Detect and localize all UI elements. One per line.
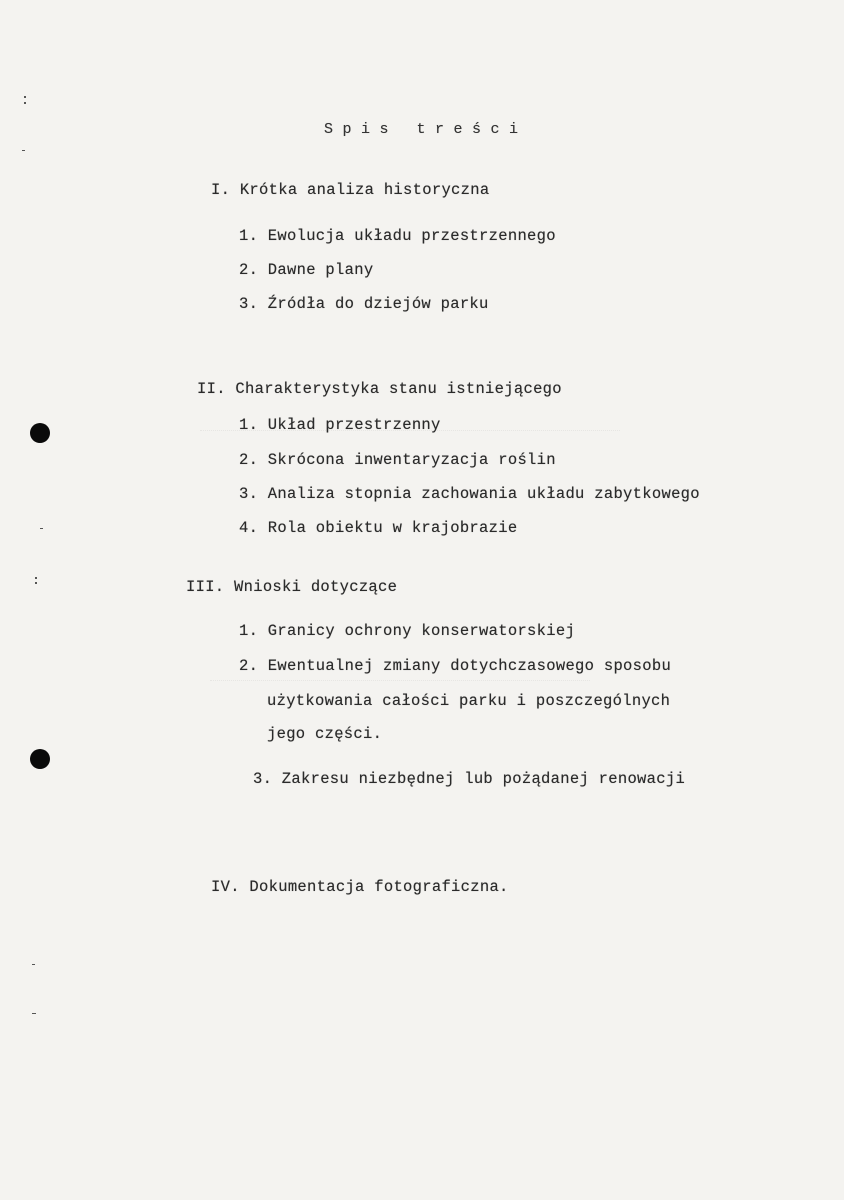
section-numeral: I. xyxy=(211,181,231,199)
section-heading-4 xyxy=(211,878,509,896)
list-item: 4. Rola obiektu w krajobrazie xyxy=(239,519,518,537)
margin-speck xyxy=(24,102,26,104)
list-item: 3. Źródła do dziejów parku xyxy=(239,295,489,313)
list-item: 1. Granicy ochrony konserwatorskiej xyxy=(239,622,576,640)
margin-speck xyxy=(40,528,43,529)
list-item-continuation: użytkowania całości parku i poszczególnych xyxy=(267,692,671,710)
margin-speck xyxy=(35,577,37,579)
section-numeral: IV. xyxy=(211,878,240,896)
punch-hole-bottom xyxy=(30,749,50,769)
margin-speck xyxy=(32,964,35,965)
list-item: 3. Zakresu niezbędnej lub pożądanej renowacji xyxy=(253,770,686,788)
section-numeral: II. xyxy=(197,380,226,398)
margin-speck xyxy=(24,96,26,98)
list-item: 1. Ewolucja układu przestrzennego xyxy=(239,227,556,245)
margin-speck xyxy=(35,582,37,584)
list-item: 1. Układ przestrzenny xyxy=(239,416,441,434)
section-title: Krótka analiza historyczna xyxy=(239,181,490,199)
list-item: 2. Skrócona inwentaryzacja roślin xyxy=(239,451,556,469)
list-item: 2. Ewentualnej zmiany dotychczasowego sposobu xyxy=(239,657,672,675)
margin-speck xyxy=(22,150,25,151)
list-item: 3. Analiza stopnia zachowania układu zabytkowego xyxy=(239,485,700,503)
margin-speck xyxy=(32,1013,36,1014)
section-title: Charakterystyka stanu istniejącego xyxy=(235,380,562,398)
section-heading-2 xyxy=(197,380,562,398)
section-title: Wnioski dotyczące xyxy=(234,578,398,596)
section-heading-1 xyxy=(211,181,489,199)
section-heading-3 xyxy=(186,578,397,596)
section-title: Dokumentacja fotograficzna. xyxy=(249,878,509,896)
punch-hole-top xyxy=(30,423,50,443)
list-item-continuation: jego części. xyxy=(267,725,383,743)
page-title: Spis treści xyxy=(324,121,528,138)
list-item: 2. Dawne plany xyxy=(239,261,374,279)
section-numeral: III. xyxy=(186,578,225,596)
